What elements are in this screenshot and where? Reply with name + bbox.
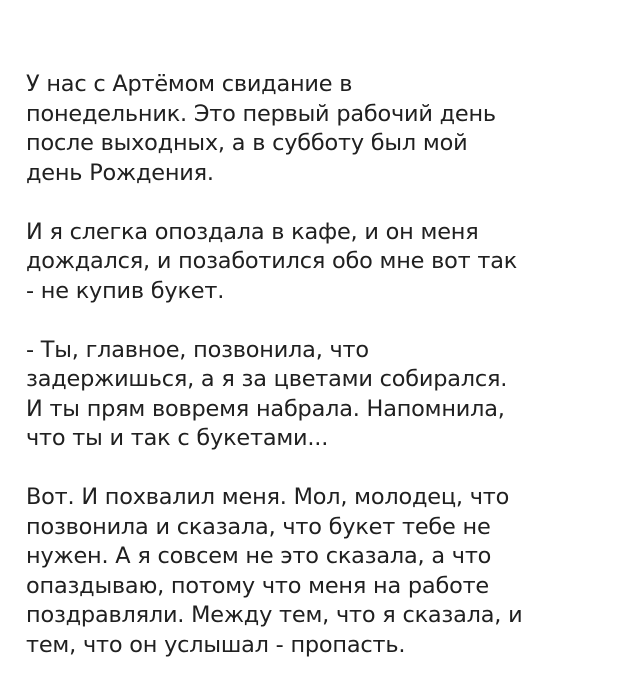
text-line: нужен. А я совсем не это сказала, а что: [26, 543, 492, 569]
text-line: опаздываю, потому что меня на работе: [26, 572, 489, 599]
story-text: [26, 70, 626, 690]
paragraph-1: [26, 70, 626, 188]
text-line: И я слегка опоздала в кафе, и он меня: [26, 218, 479, 245]
paragraph-2: [26, 218, 626, 307]
text-line: понедельник. Это первый рабочий день: [26, 100, 496, 127]
text-line: - Ты, главное, позвонила, что: [26, 336, 369, 363]
text-line: Вот. И похвалил меня. Мол, молодец, что: [26, 484, 510, 510]
paragraph-4: [26, 483, 626, 660]
text-line: после выходных, а в субботу был мой: [26, 130, 468, 156]
text-line: У нас с Артёмом свидание в: [26, 71, 353, 97]
text-line: позвонила и сказала, что букет тебе не: [26, 513, 491, 540]
text-line: И ты прям вовремя набрала. Напомнила,: [26, 395, 505, 422]
text-line: тем, что он услышал - пропасть.: [26, 631, 406, 658]
text-line: задержишься, а я за цветами собирался.: [26, 366, 508, 392]
text-line: дождался, и позаботился обо мне вот так: [26, 248, 518, 274]
text-line: - не купив букет.: [26, 277, 225, 304]
paragraph-3: [26, 336, 626, 454]
text-line: что ты и так с букетами...: [26, 425, 329, 451]
text-line: день Рождения.: [26, 159, 214, 186]
text-line: поздравляли. Между тем, что я сказала, и: [26, 602, 523, 628]
